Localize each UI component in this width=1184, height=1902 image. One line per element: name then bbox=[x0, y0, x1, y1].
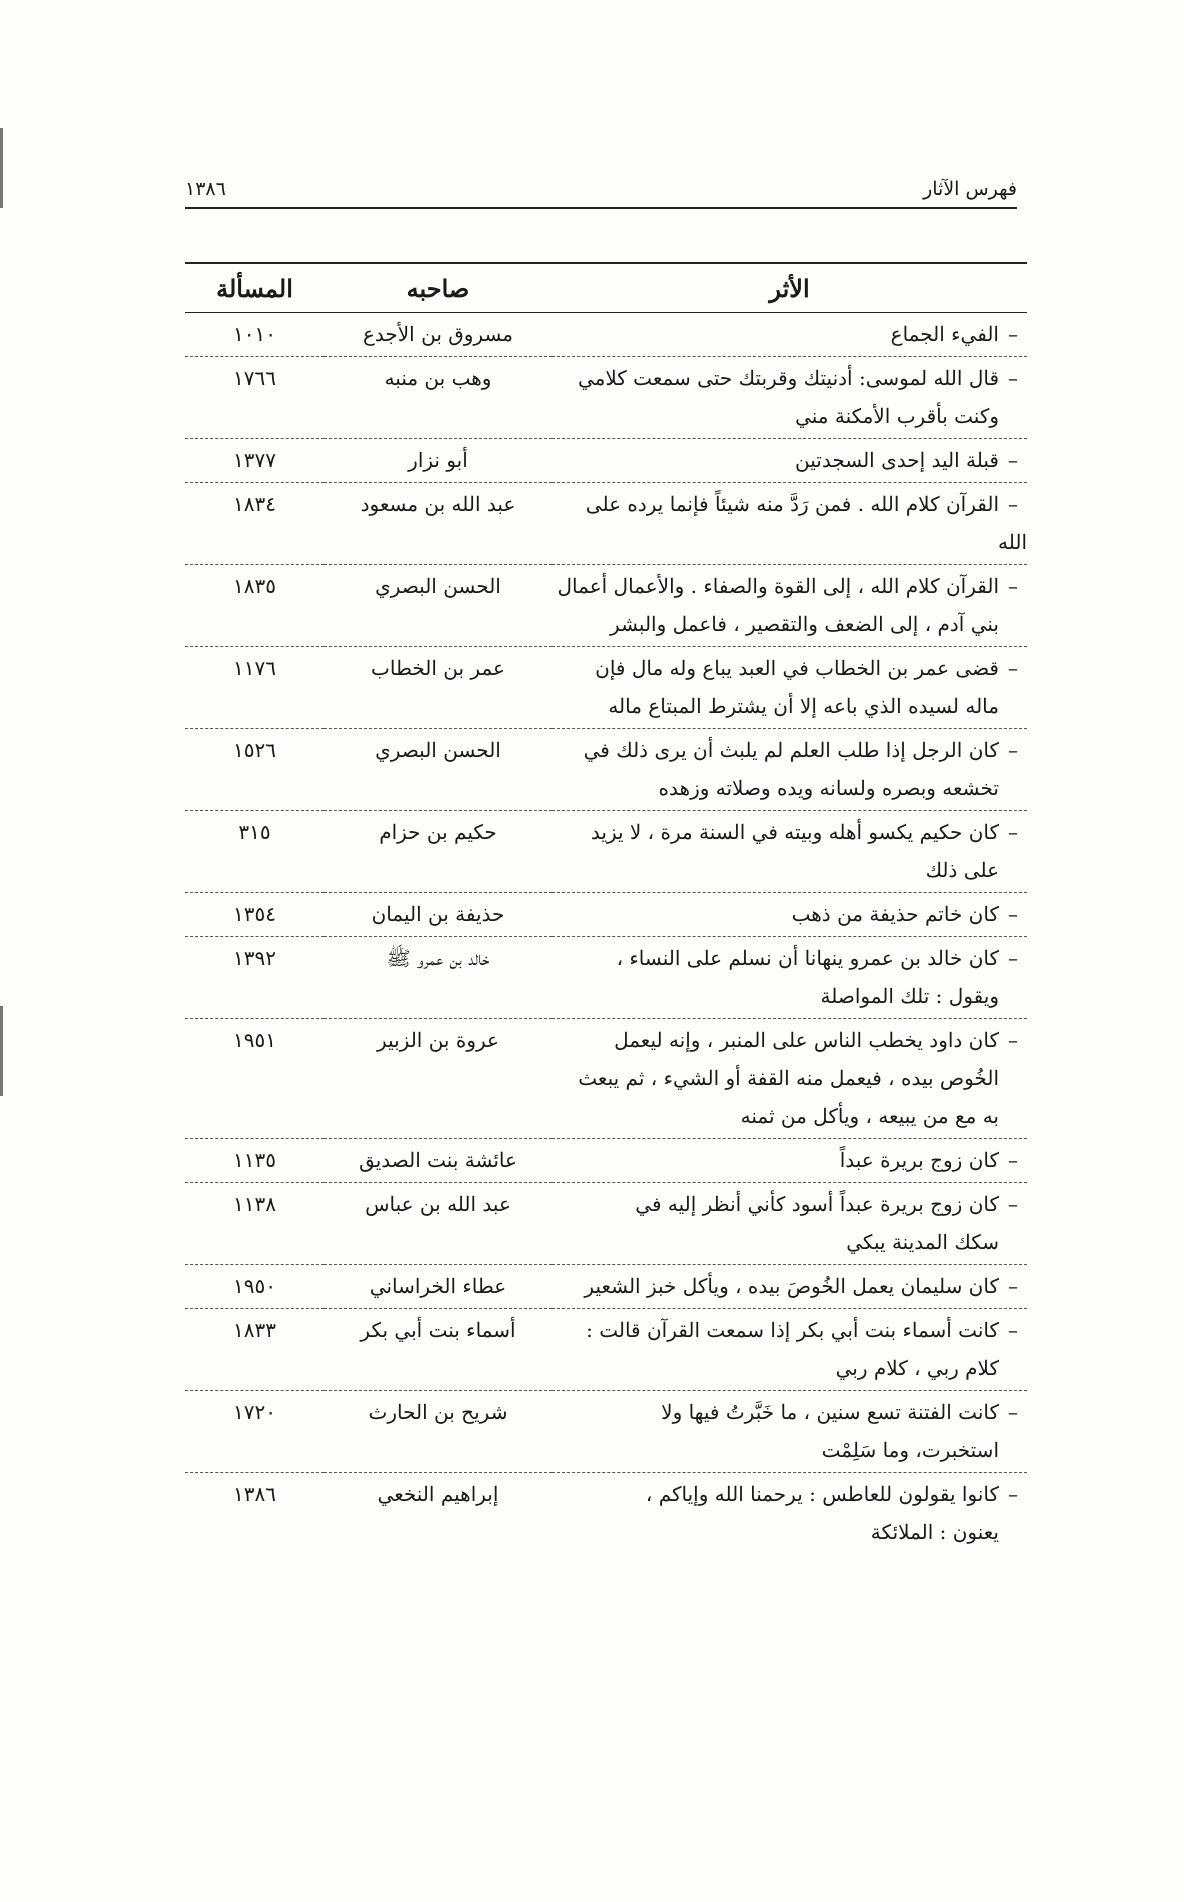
entry-dash: – bbox=[1008, 1028, 1018, 1052]
entry-dash: – bbox=[1008, 574, 1018, 598]
entry-dash: – bbox=[1008, 492, 1018, 516]
masala-number-cell: ١١٣٥ bbox=[185, 1139, 324, 1183]
athar-cell bbox=[552, 357, 1027, 439]
table-row bbox=[185, 565, 1027, 647]
athar-cell bbox=[552, 729, 1027, 811]
table-row bbox=[185, 729, 1027, 811]
athar-cell bbox=[552, 1265, 1027, 1309]
masala-number-cell: ١٠١٠ bbox=[185, 313, 324, 357]
table-row bbox=[185, 1019, 1027, 1139]
athar-cell bbox=[552, 313, 1027, 357]
athar-text-line: القرآن كلام الله ، إلى القوة والصفاء . والأعمال أعمال bbox=[557, 574, 999, 598]
page-number: ١٣٨٦ bbox=[185, 178, 226, 200]
table-row bbox=[185, 1183, 1027, 1265]
athar-cell bbox=[552, 1309, 1027, 1391]
entry-dash: – bbox=[1008, 946, 1018, 970]
masala-number-cell: ١٧٢٠ bbox=[185, 1391, 324, 1473]
athar-text-line: القرآن كلام الله . فمن رَدَّ منه شيئاً فإنما يرده على الله bbox=[585, 492, 1027, 554]
athar-text-line: كان زوج بريرة عبداً bbox=[839, 1148, 999, 1172]
masala-number-cell: ١٩٥١ bbox=[185, 1019, 324, 1139]
athar-cell bbox=[552, 1183, 1027, 1265]
sahib-cell: خالد بن عمرو ﷺ bbox=[324, 937, 552, 1019]
section-title: فهرس الآثار bbox=[923, 178, 1017, 200]
athar-text-line: كلام ربي ، كلام ربي bbox=[835, 1356, 999, 1380]
sahib-cell: وهب بن منبه bbox=[324, 357, 552, 439]
column-header-athar: الأثر bbox=[552, 263, 1027, 313]
entry-dash: – bbox=[1008, 1192, 1018, 1216]
sahib-cell: إبراهيم النخعي bbox=[377, 1482, 499, 1506]
athar-text-line: كان الرجل إذا طلب العلم لم يلبث أن يرى ذلك في bbox=[583, 738, 999, 762]
athar-cell bbox=[552, 565, 1027, 647]
masala-number-cell: ١٨٣٣ bbox=[185, 1309, 324, 1391]
table-row bbox=[185, 1309, 1027, 1391]
athar-index-table bbox=[185, 262, 1027, 1554]
entry-dash: – bbox=[1008, 448, 1018, 472]
sahib-cell: أبو نزار bbox=[324, 439, 552, 483]
table-row bbox=[185, 647, 1027, 729]
sahib-cell: عمر بن الخطاب bbox=[324, 647, 552, 729]
scan-edge-mark bbox=[0, 1006, 3, 1096]
athar-cell bbox=[552, 937, 1027, 1019]
table-header-row bbox=[185, 263, 1027, 313]
athar-cell bbox=[552, 1391, 1027, 1473]
athar-text-line: كان سليمان يعمل الخُوصَ بيده ، ويأكل خبز الشعير bbox=[584, 1274, 999, 1298]
sahib-cell: الحسن البصري bbox=[324, 565, 552, 647]
sahib-cell: عروة بن الزبير bbox=[324, 1019, 552, 1139]
athar-text-line: قبلة اليد إحدى السجدتين bbox=[795, 448, 999, 472]
athar-cell bbox=[552, 439, 1027, 483]
sahib-cell: عبد الله بن عباس bbox=[324, 1183, 552, 1265]
scan-edge-mark bbox=[0, 128, 3, 208]
athar-cell bbox=[552, 1473, 1027, 1555]
entry-dash: – bbox=[1008, 656, 1018, 680]
sahib-cell: عبد الله بن مسعود bbox=[324, 483, 552, 565]
athar-text-line: على ذلك bbox=[925, 858, 999, 882]
sahib-cell: حكيم بن حزام bbox=[324, 811, 552, 893]
entry-dash: – bbox=[1008, 1482, 1018, 1506]
table-row bbox=[185, 1391, 1027, 1473]
sahib-cell: الحسن البصري bbox=[324, 729, 552, 811]
athar-text-line: كان حكيم يكسو أهله وبيته في السنة مرة ، لا يزيد bbox=[590, 820, 999, 844]
entry-dash: – bbox=[1008, 820, 1018, 844]
table-row bbox=[185, 893, 1027, 937]
table-row bbox=[185, 483, 1027, 565]
athar-text-line: سكك المدينة يبكي bbox=[846, 1230, 999, 1254]
sahib-cell: حذيفة بن اليمان bbox=[324, 893, 552, 937]
athar-text-line: به مع من يبيعه ، ويأكل من ثمنه bbox=[740, 1104, 999, 1128]
masala-number-cell: ٣١٥ bbox=[185, 811, 324, 893]
athar-text-line: ويقول : تلك المواصلة bbox=[820, 984, 999, 1008]
sahib-cell: عائشة بنت الصديق bbox=[324, 1139, 552, 1183]
masala-number-cell: ١٥٢٦ bbox=[185, 729, 324, 811]
athar-cell bbox=[552, 647, 1027, 729]
sahib-cell: مسروق بن الأجدع bbox=[324, 313, 552, 357]
sahib-cell: شريح بن الحارث bbox=[324, 1391, 552, 1473]
athar-text-line: وكنت بأقرب الأمكنة مني bbox=[795, 404, 999, 428]
athar-text-line: كان خاتم حذيفة من ذهب bbox=[791, 902, 999, 926]
entry-dash: – bbox=[1008, 1318, 1018, 1342]
table-row bbox=[185, 1139, 1027, 1183]
masala-number-cell: ١٣٥٤ bbox=[185, 893, 324, 937]
masala-number-cell: ١٣٨٦ bbox=[233, 1482, 276, 1506]
column-header-sahib: صاحبه bbox=[324, 263, 552, 313]
athar-text-line: كانت الفتنة تسع سنين ، ما خَبَّرتُ فيها ولا bbox=[661, 1400, 999, 1424]
athar-text-line: كان داود يخطب الناس على المنبر ، وإنه ليعمل bbox=[614, 1028, 999, 1052]
athar-cell bbox=[552, 1019, 1027, 1139]
athar-cell bbox=[552, 893, 1027, 937]
sahib-cell: أسماء بنت أبي بكر bbox=[324, 1309, 552, 1391]
entry-dash: – bbox=[1008, 1400, 1018, 1424]
athar-text-line: ماله لسيده الذي باعه إلا أن يشترط المبتاع ماله bbox=[608, 694, 999, 718]
entry-dash: – bbox=[1008, 1148, 1018, 1172]
sahib-cell: عطاء الخراساني bbox=[324, 1265, 552, 1309]
masala-number-cell: ١٨٣٤ bbox=[185, 483, 324, 565]
entry-dash: – bbox=[1008, 902, 1018, 926]
table-body bbox=[185, 313, 1027, 1555]
column-header-masala: المسألة bbox=[185, 263, 324, 313]
table-row bbox=[185, 1473, 1027, 1555]
masala-number-cell: ١٨٣٥ bbox=[185, 565, 324, 647]
masala-number-cell: ١٧٦٦ bbox=[185, 357, 324, 439]
athar-cell bbox=[552, 1139, 1027, 1183]
masala-number-cell: ١١٧٦ bbox=[185, 647, 324, 729]
masala-number-cell: ١٣٧٧ bbox=[185, 439, 324, 483]
table-row bbox=[185, 937, 1027, 1019]
athar-text-line: يعنون : الملائكة bbox=[870, 1520, 999, 1544]
athar-text-line: قال الله لموسى: أدنيتك وقربتك حتى سمعت كلامي bbox=[577, 366, 999, 390]
masala-number-cell: ١٩٥٠ bbox=[185, 1265, 324, 1309]
table-row bbox=[185, 439, 1027, 483]
table-row bbox=[185, 1265, 1027, 1309]
masala-number-cell: ١١٣٨ bbox=[185, 1183, 324, 1265]
table-row bbox=[185, 357, 1027, 439]
athar-text-line: استخبرت، وما سَلِمْت bbox=[821, 1438, 999, 1462]
entry-dash: – bbox=[1008, 322, 1018, 346]
entry-dash: – bbox=[1008, 738, 1018, 762]
athar-text-line: تخشعه وبصره ولسانه ويده وصلاته وزهده bbox=[658, 776, 999, 800]
athar-text-line: كانت أسماء بنت أبي بكر إذا سمعت القرآن قالت : bbox=[586, 1318, 999, 1342]
running-head bbox=[185, 172, 1017, 209]
athar-text-line: بني آدم ، إلى الضعف والتقصير ، فاعمل والبشر bbox=[610, 612, 999, 636]
athar-text-line: كانوا يقولون للعاطس : يرحمنا الله وإياكم ، bbox=[645, 1482, 999, 1506]
table-row bbox=[185, 811, 1027, 893]
table-row bbox=[185, 313, 1027, 357]
athar-cell bbox=[552, 483, 1027, 565]
entry-dash: – bbox=[1008, 1274, 1018, 1298]
athar-text-line: الخُوص بيده ، فيعمل منه القفة أو الشيء ، ثم يبعث bbox=[578, 1066, 999, 1090]
athar-text-line: كان خالد بن عمرو ينهانا أن نسلم على النساء ، bbox=[616, 946, 999, 970]
athar-text-line: الفيء الجماع bbox=[890, 322, 999, 346]
entry-dash: – bbox=[1008, 366, 1018, 390]
athar-text-line: قضى عمر بن الخطاب في العبد يباع وله مال فإن bbox=[595, 656, 999, 680]
athar-cell bbox=[552, 811, 1027, 893]
masala-number-cell: ١٣٩٢ bbox=[185, 937, 324, 1019]
athar-text-line: كان زوج بريرة عبداً أسود كأني أنظر إليه في bbox=[635, 1192, 999, 1216]
